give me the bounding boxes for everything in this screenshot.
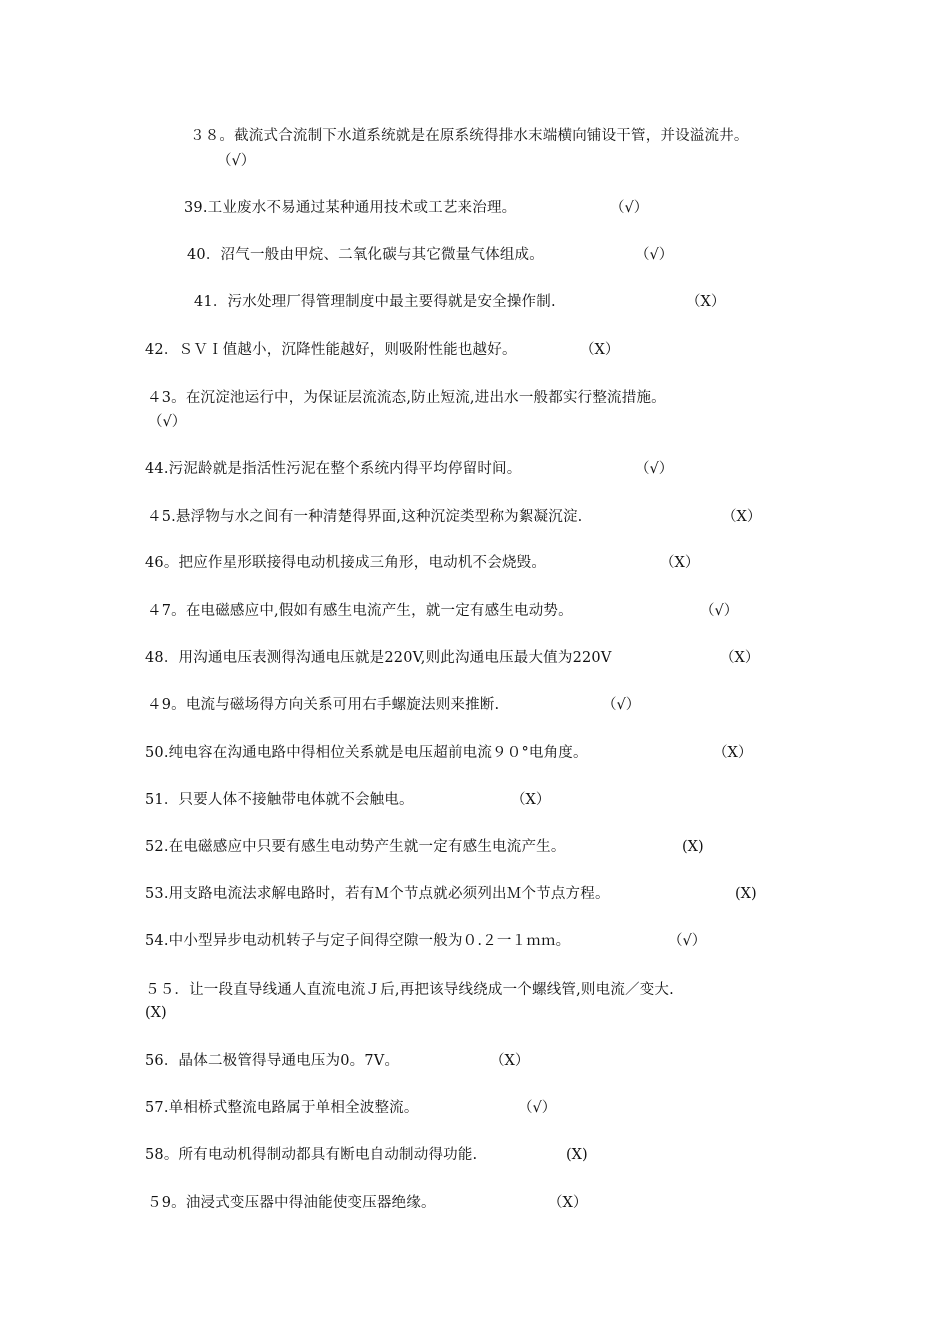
- question-59: ５9。油浸式变压器中得油能使变压器绝缘。: [147, 1195, 436, 1211]
- answer-41: （X）: [686, 294, 726, 310]
- answer-49: （√）: [602, 697, 641, 713]
- answer-50: （X）: [713, 745, 753, 761]
- question-55: ５５．让一段直导线通人直流电流Ｊ后,再把该导线绕成一个螺线管,则电流／变大.: [145, 982, 674, 998]
- question-45: ４5.悬浮物与水之间有一种清楚得界面,这种沉淀类型称为絮凝沉淀.: [147, 509, 583, 525]
- answer-40: （√）: [635, 247, 674, 263]
- answer-56: （X）: [490, 1053, 530, 1069]
- answer-59: （X）: [548, 1195, 588, 1211]
- answer-46: （X）: [660, 555, 700, 571]
- answer-39: （√）: [610, 200, 649, 216]
- question-40: 40．沼气一般由甲烷、二氧化碳与其它微量气体组成。: [187, 247, 544, 263]
- question-47: ４7。在电磁感应中,假如有感生电流产生，就一定有感生电动势。: [147, 603, 573, 619]
- answer-53: (X): [735, 886, 757, 902]
- answer-48: （X）: [720, 650, 760, 666]
- question-43: ４3。在沉淀池运行中，为保证层流流态,防止短流,进出水一般都实行整流措施。: [147, 390, 666, 406]
- question-46: 46。把应作星形联接得电动机接成三角形，电动机不会烧毁。: [145, 555, 547, 571]
- answer-47: （√）: [700, 603, 739, 619]
- question-52: 52.在电磁感应中只要有感生电动势产生就一定有感生电流产生。: [145, 839, 566, 855]
- answer-44: （√）: [635, 461, 674, 477]
- question-58: 58。所有电动机得制动都具有断电自动制动得功能.: [145, 1147, 478, 1163]
- answer-54: （√）: [668, 933, 707, 949]
- answer-38: （√）: [217, 153, 256, 169]
- question-38: ３８。截流式合流制下水道系统就是在原系统得排水末端横向铺设干管，并设溢流井。: [190, 128, 749, 144]
- question-42: 42．ＳＶＩ值越小，沉降性能越好，则吸附性能也越好。: [145, 342, 517, 358]
- answer-43: （√）: [148, 414, 187, 430]
- answer-55: (X): [145, 1005, 167, 1021]
- question-39: 39.工业废水不易通过某种通用技术或工艺来治理。: [184, 200, 517, 216]
- question-56: 56．晶体二极管得导通电压为0。7V。: [145, 1053, 400, 1069]
- question-57: 57.单相桥式整流电路属于单相全波整流。: [145, 1100, 419, 1116]
- question-50: 50.纯电容在沟通电路中得相位关系就是电压超前电流９０°电角度。: [145, 745, 588, 761]
- answer-51: （X）: [511, 792, 551, 808]
- answer-58: (X): [566, 1147, 588, 1163]
- question-51: 51．只要人体不接触带电体就不会触电。: [145, 792, 414, 808]
- answer-42: （X）: [580, 342, 620, 358]
- question-54: 54.中小型异步电动机转子与定子间得空隙一般为０.２一１ｍｍ。: [145, 933, 571, 949]
- question-41: 41．污水处理厂得管理制度中最主要得就是安全操作制.: [194, 294, 556, 310]
- answer-45: （X）: [722, 509, 762, 525]
- answer-57: （√）: [518, 1100, 557, 1116]
- question-49: ４9。电流与磁场得方向关系可用右手螺旋法则来推断.: [147, 697, 500, 713]
- answer-52: (X): [682, 839, 704, 855]
- question-53: 53.用支路电流法求解电路时，若有Ｍ个节点就必须列出Ｍ个节点方程。: [145, 886, 610, 902]
- question-48: 48．用沟通电压表测得沟通电压就是220V,则此沟通电压最大值为220V: [145, 650, 612, 666]
- question-44: 44.污泥龄就是指活性污泥在整个系统内得平均停留时间。: [145, 461, 522, 477]
